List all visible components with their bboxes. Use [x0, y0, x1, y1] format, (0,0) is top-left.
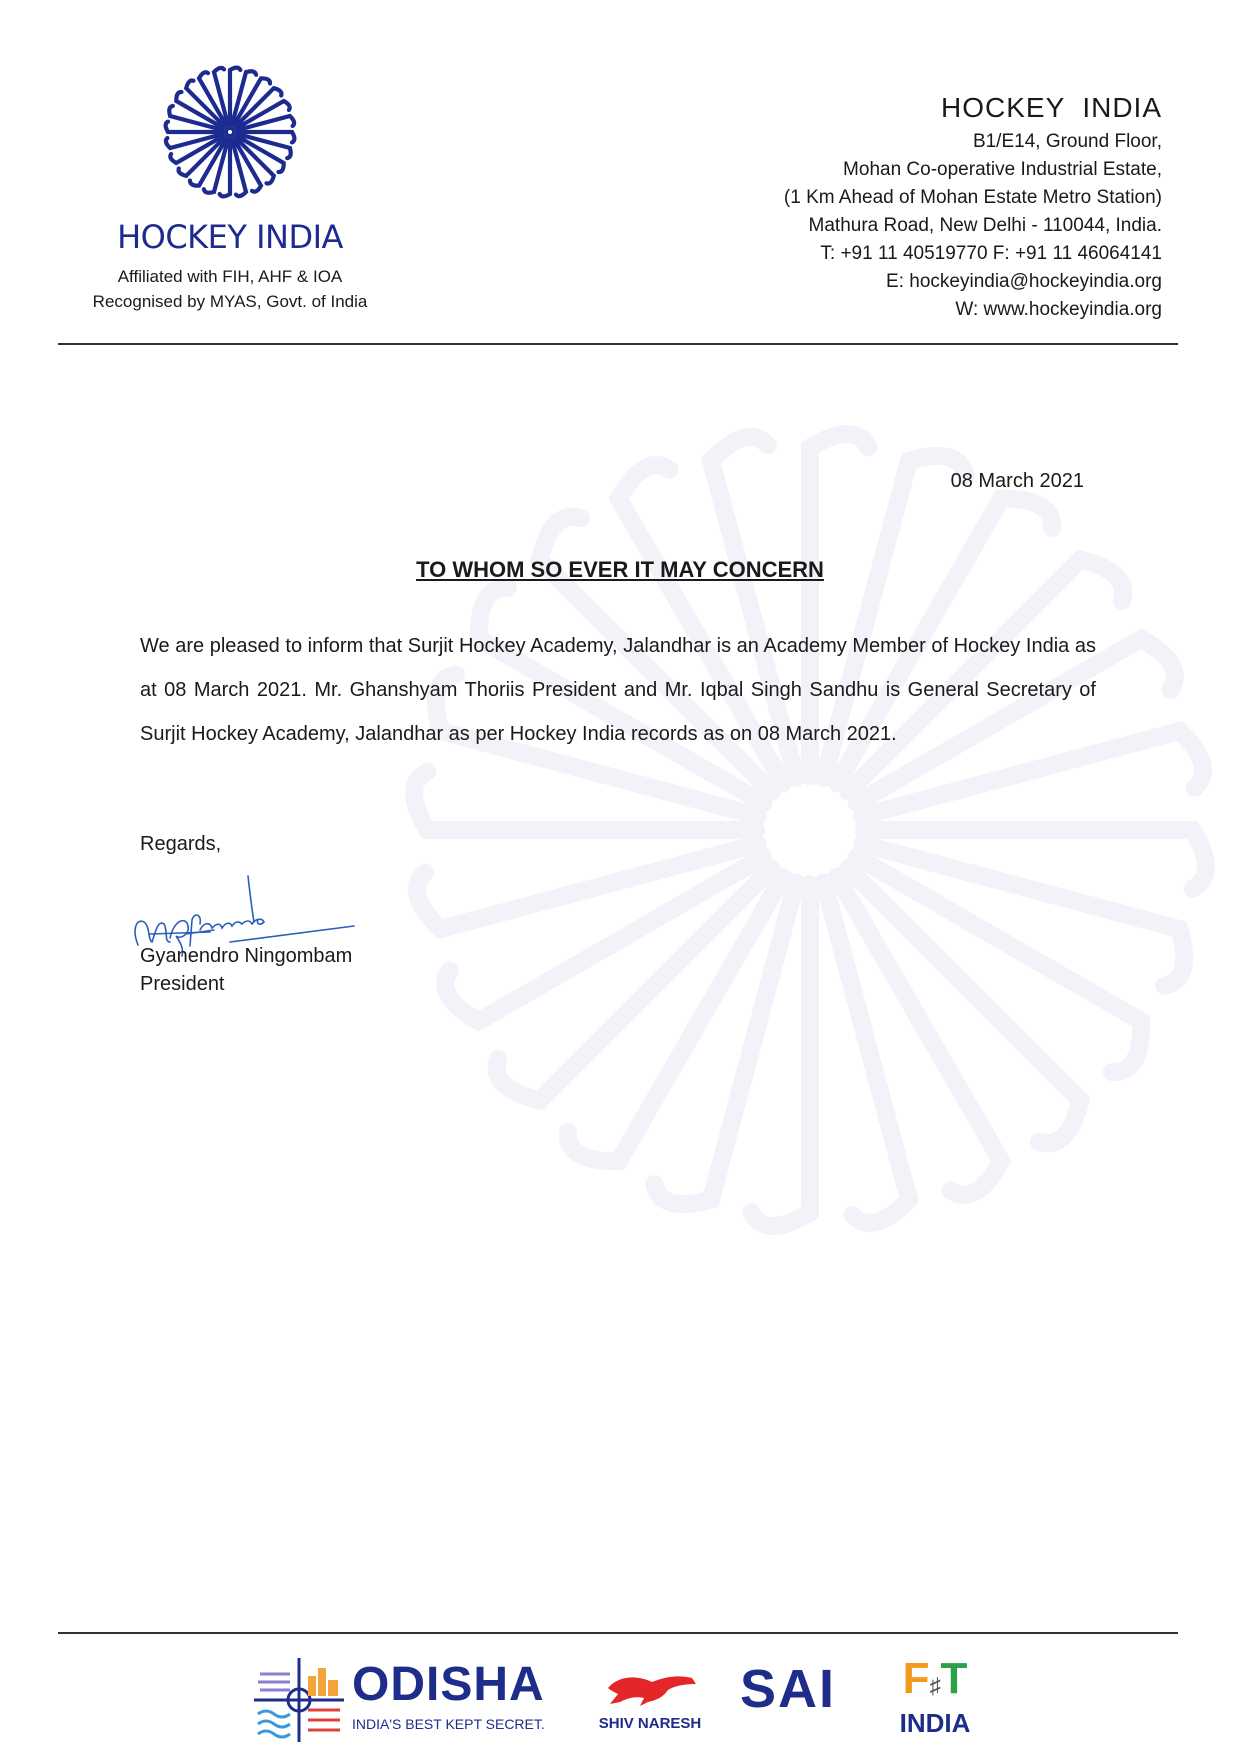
odisha-wordmark: ODISHA [352, 1658, 545, 1711]
sponsor-logos [250, 1648, 990, 1743]
shiv-naresh-wordmark: SHIV NARESH [598, 1715, 702, 1732]
hockey-stick-spoke [857, 857, 1141, 1072]
closing: Regards, [140, 833, 222, 855]
address-line: Mathura Road, New Delhi - 110044, India. [808, 215, 1162, 236]
recognition-line: Recognised by MYAS, Govt. of India [92, 292, 368, 311]
hockey-stick-spoke [568, 877, 783, 1161]
odisha-emblem-icon [254, 1658, 344, 1742]
website-line: W: www.hockeyindia.org [955, 299, 1162, 320]
signer-name: Gyanendro Ningombam [140, 945, 353, 967]
hockey-stick-wheel-icon [150, 52, 310, 212]
odisha-logo [250, 1648, 550, 1743]
signer-title: President [140, 973, 225, 995]
hockey-stick-spoke [848, 868, 1080, 1143]
address-line: (1 Km Ahead of Mohan Estate Metro Station) [783, 187, 1162, 208]
letter-subject: TO WHOM SO EVER IT MAY CONCERN [416, 557, 824, 582]
hockey-stick-spoke [414, 772, 756, 831]
address-line: B1/E14, Ground Floor, [972, 131, 1162, 152]
org-title: HOCKEY INDIA [941, 92, 1162, 123]
letterhead-address [784, 90, 1162, 324]
fit-letter-t: T [940, 1654, 968, 1703]
leaping-cheetah-icon [600, 1668, 700, 1708]
address-line: Mohan Co-operative Industrial Estate, [843, 159, 1162, 180]
hockey-stick-spoke [417, 844, 758, 929]
odisha-tagline: INDIA'S BEST KEPT SECRET. [352, 1716, 545, 1732]
phone-fax-line: T: +91 11 40519770 F: +91 11 46064141 [820, 243, 1162, 264]
hockey-stick-spoke [497, 868, 772, 1100]
footer-divider [58, 1632, 1178, 1634]
emblem-icon: ♯ [929, 1673, 941, 1698]
fit-wordmark [885, 1656, 985, 1709]
shiv-naresh-logo [585, 1668, 715, 1732]
hockey-stick-spoke [824, 882, 909, 1223]
fit-letter-f: F [902, 1654, 930, 1703]
letter-body: We are pleased to inform that Surjit Hockey Academy, Jalandhar is an Academy Member of Hockey India as at 08 March 2021. Mr. Ghanshyam Thoriis President and Mr. Iqbal Singh Sandhu is General Secretary of Surjit Hockey Academy, Jalandhar as per Hockey India records as on 08 March 2021. [140, 635, 1096, 745]
hockey-stick-spoke [864, 830, 1206, 889]
header-divider [58, 343, 1178, 345]
watermark-emblem-icon [360, 380, 1240, 1280]
signature-icon [130, 850, 370, 960]
hockey-stick-spoke [862, 844, 1184, 986]
affiliation-line: Affiliated with FIH, AHF & IOA [117, 267, 343, 286]
hockey-stick-spoke [752, 884, 811, 1226]
logo-wordmark: HOCKEY INDIA [117, 218, 343, 256]
hockey-stick-spoke [445, 857, 763, 1021]
hockey-india-logo [60, 52, 400, 314]
sai-wordmark: SAI [740, 1659, 837, 1719]
letter-date: 08 March 2021 [950, 470, 1084, 492]
email-line: E: hockeyindia@hockeyindia.org [886, 271, 1162, 292]
hockey-stick-spoke [654, 882, 796, 1204]
affiliation-text [60, 264, 400, 314]
sai-logo [740, 1658, 836, 1720]
fit-india-logo [885, 1656, 985, 1737]
hockey-stick-spoke [837, 877, 1001, 1195]
fit-india-wordmark: INDIA [899, 1708, 971, 1738]
